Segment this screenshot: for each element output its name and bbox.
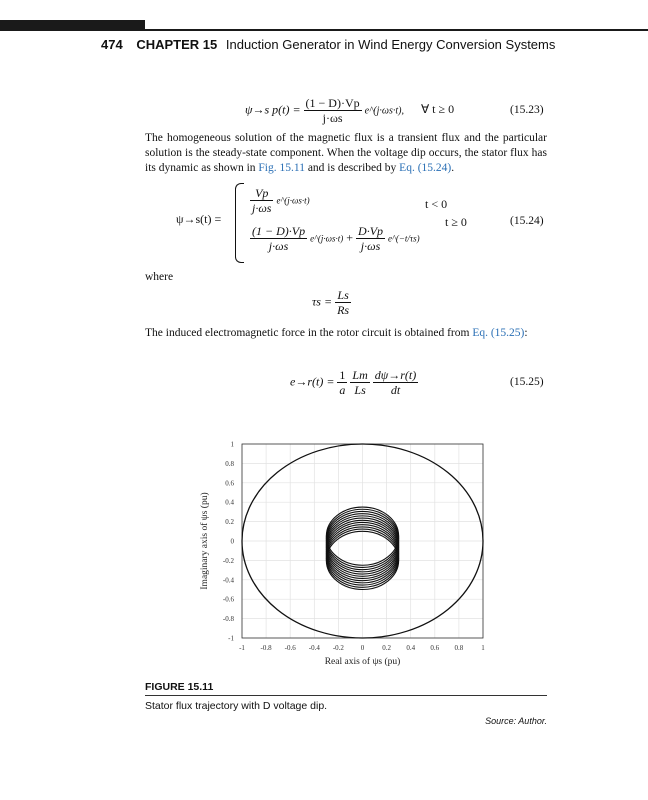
case-brace [235,183,244,263]
case2-numerator-1: (1 − D)·Vp [252,224,306,238]
paragraph-end: . [451,162,455,174]
stator-flux-chart [195,430,505,680]
case1-fraction [250,186,273,215]
tau-numerator: Ls [335,288,351,303]
eq-denominator-1: a [339,383,346,397]
paragraph-text: The induced electromagnetic force in the rotor circuit is obtained from [145,327,473,339]
equation-15-25 [290,368,418,397]
y-tick-label: 1 [230,440,234,449]
y-tick-label: 0.6 [225,479,234,488]
page-number: 474 [101,37,123,52]
y-tick-label: -0.2 [222,556,234,565]
case2-denominator-1: j·ωs [268,239,289,253]
equation-number: (15.23) [510,104,544,116]
case1-numerator: Vp [250,186,273,201]
x-tick-label: -0.4 [308,644,320,652]
paragraph-induced-emf [145,326,547,341]
x-tick-labels [239,644,485,652]
eq-denominator: j·ωs [322,111,343,125]
figure-rule [145,695,547,696]
eq-numerator-3: dψ→r(t) [374,368,417,382]
case2-condition: t ≥ 0 [445,215,467,229]
equation-15-23 [245,96,454,125]
chapter-title: Induction Generator in Wind Energy Conversion Systems [225,37,556,52]
figure-label: FIGURE 15.11 [145,681,214,693]
equation-15-24-case2 [250,224,420,253]
equation-number: (15.24) [510,215,544,227]
y-tick-label: -0.4 [222,576,234,585]
eq-numerator-1: 1 [339,368,346,382]
x-tick-label: 0.2 [382,644,391,652]
y-tick-label: -1 [228,634,234,643]
tau-lhs: τs = [312,294,333,309]
paragraph-homogeneous [145,131,547,176]
eq-lhs: ψ→s p(t) = [245,102,301,117]
equation-15-24-case1 [250,186,310,215]
y-tick-label: -0.6 [222,595,234,604]
case2-denominator-2: j·ωs [360,239,381,253]
y-tick-label: 0.4 [225,498,234,507]
eq-fraction-3 [373,368,418,397]
equation-number: (15.25) [510,376,544,388]
y-tick-labels [223,441,235,643]
chart-grid [242,444,483,638]
figure-caption: Stator flux trajectory with D voltage dip. [145,700,328,712]
x-tick-label: -0.6 [284,644,296,652]
x-axis-label: Real axis of ψs (pu) [324,657,401,667]
where-label: where [145,271,174,283]
case1-denominator: j·ωs [252,201,272,215]
eq-fraction-1 [337,368,347,397]
case2-fraction-1 [250,224,307,253]
eq-condition: ∀ t ≥ 0 [420,102,455,117]
eq-numerator-2: Lm [352,368,368,382]
x-tick-label: -0.8 [260,644,272,652]
equation-15-24-lhs: ψ→s(t) = [176,212,222,226]
x-tick-label: 0 [360,644,365,652]
case1-exponential: e^(j·ωs·t) [276,195,310,206]
chapter-label: CHAPTER 15 [136,37,218,52]
case2-exponential-1: e^(j·ωs·t) [310,233,344,244]
figure-source: Source: Author. [485,716,547,726]
equation-link[interactable]: Eq. (15.25) [472,327,525,339]
eq-denominator-2: Ls [354,383,366,397]
y-tick-label: 0 [230,537,234,546]
case2-numerator-2: D·Vp [358,224,384,238]
x-tick-label: 1 [481,644,485,652]
eq-fraction [304,96,362,125]
y-axis-label: Imaginary axis of ψs (pu) [200,492,210,590]
eq-denominator-3: dt [390,383,401,397]
case2-exponential-2: e^(−t/τs) [388,233,420,244]
tau-equation [312,288,351,317]
x-tick-label: 0.6 [430,644,440,652]
eq-exponential: e^(j·ωs·t), [364,105,404,117]
paragraph-text: The homogeneous solution of the magnetic flux is a transient flux and the particular solution is the steady-state component. When the voltage dip occurs, the stator flux has its dynamic as shown in [145,132,547,174]
x-tick-label: 0.8 [454,644,464,652]
case1-condition: t < 0 [425,197,448,211]
tau-fraction [335,288,351,317]
eq-fraction-2 [350,368,369,397]
eq-numerator: (1 − D)·Vp [305,96,360,110]
paragraph-end: : [524,327,528,339]
header-rule [0,29,648,31]
y-tick-label: 0.2 [225,518,234,527]
equation-link[interactable]: Eq. (15.24) [399,162,452,174]
case2-fraction-2 [356,224,385,253]
figure-link[interactable]: Fig. 15.11 [258,162,305,174]
x-tick-label: -1 [239,644,245,652]
tau-denominator: Rs [337,303,350,317]
y-tick-label: 0.8 [225,459,234,468]
eq-lhs: e→r(t) = [290,374,335,389]
paragraph-text-middle: and is described by [304,162,400,174]
x-tick-label: 0.4 [406,644,416,652]
y-tick-label: -0.8 [222,615,234,624]
plus-sign: + [346,230,354,245]
running-header [101,37,555,52]
x-tick-label: -0.2 [332,644,344,652]
